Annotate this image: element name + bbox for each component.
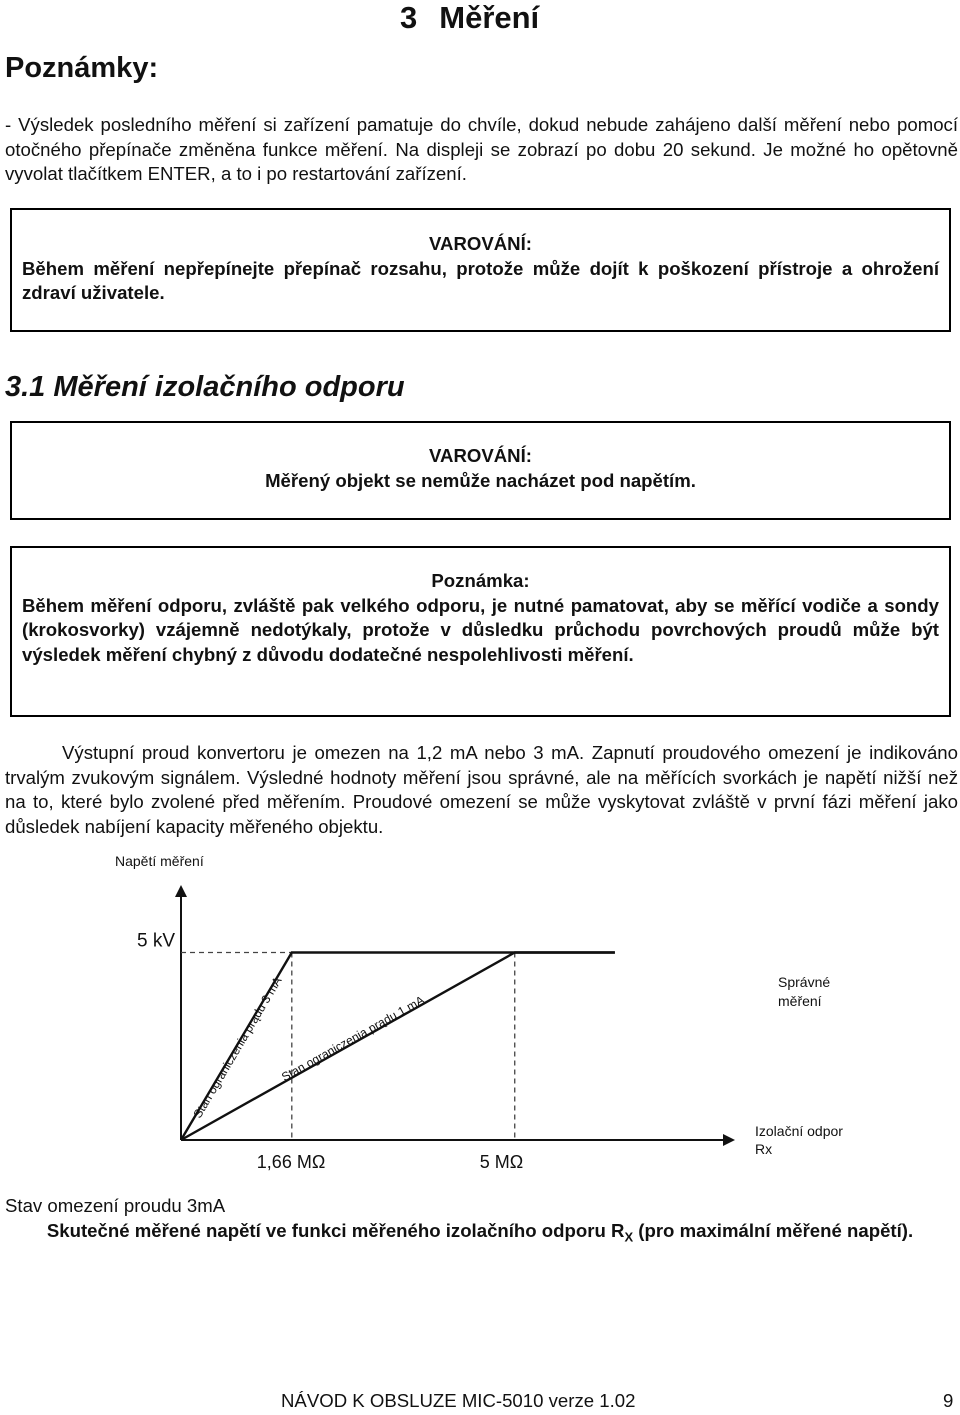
series-label: Stan ograniczenia prądu 3 mA xyxy=(190,974,285,1121)
figure-caption-main: Skutečné měřené napětí ve funkci měřeného izolačního odporu R xyxy=(46,1220,625,1241)
y-axis-arrow xyxy=(175,885,187,897)
footer-title: NÁVOD K OBSLUZE MIC-5010 verze 1.02 xyxy=(281,1390,636,1411)
output-paragraph-text: Výstupní proud konvertoru je omezen na 1,2 mA nebo 3 mA. Zapnutí proudového omezení je indikováno trvalým zvukovým signálem. Výsledné hodnoty měření jsou správné, ale na měřících svorkách je napětí nižší než na to, které bylo zvolené před měřením. Proudové omezení se může vyskytovat zvláště v první fázi měření jako důsledek nabíjení kapacity měřeného objektu. xyxy=(5,742,958,837)
note-title: Poznámka: xyxy=(431,570,530,591)
figure-caption-tail: (pro maximální měřené napětí). xyxy=(633,1220,914,1241)
x-axis-label-symbol: Rx xyxy=(755,1141,773,1157)
figure-caption xyxy=(5,1218,955,1250)
output-paragraph xyxy=(5,741,958,839)
voltage-resistance-chart xyxy=(0,840,960,1200)
x-tick-label: 1,66 MΩ xyxy=(256,1152,326,1172)
warning-box-1 xyxy=(10,208,951,332)
y-tick-label: 5 kV xyxy=(137,930,176,952)
warning-box-2 xyxy=(10,421,951,520)
figure-caption-subscript: X xyxy=(624,1229,634,1245)
chapter-title: Měření xyxy=(439,0,540,35)
notes-heading: Poznámky: xyxy=(5,52,159,84)
x-axis-label: Izolační odpor xyxy=(755,1123,843,1139)
series-label: Stan ograniczenia prądu 1 mA xyxy=(279,992,427,1085)
y-axis-label: Napětí měření xyxy=(115,853,204,869)
warning-title: VAROVÁNÍ: xyxy=(429,445,532,466)
caption-current-limit: Stav omezení proudu 3mA xyxy=(5,1195,226,1216)
correct-measurement-label: Správné xyxy=(778,974,831,990)
correct-measurement-label: měření xyxy=(778,993,822,1009)
warning-title: VAROVÁNÍ: xyxy=(429,233,532,254)
section-title: 3.1 Měření izolačního odporu xyxy=(5,371,405,403)
note-box xyxy=(10,546,951,717)
x-tick-label: 5 MΩ xyxy=(479,1152,524,1172)
page-number: 9 xyxy=(943,1390,954,1411)
warning-text: Měřený objekt se nemůže nacházet pod napětím. xyxy=(265,469,696,491)
note-text: Během měření odporu, zvláště pak velkého odporu, je nutné pamatovat, aby se měřící vodiče a sondy (krokosvorky) vzájemně nedotýkaly, protože v důsledku průchodu povrchových proudů může být výsledek měření chybný z důvodu dodatečné nespolehlivosti měření. xyxy=(22,594,939,665)
warning-text: Během měření nepřepínejte přepínač rozsahu, protože může dojít k poškození přístroje a ohrožení zdraví uživatele. xyxy=(22,257,939,303)
chapter-number: 3 xyxy=(400,0,418,35)
chapter-heading xyxy=(400,0,539,36)
x-axis-arrow xyxy=(723,1134,735,1146)
notes-paragraph xyxy=(5,113,958,187)
notes-paragraph-text: - Výsledek posledního měření si zařízení pamatuje do chvíle, dokud nebude zahájeno další měření nebo pomocí otočného přepínače změněna funkce měření. Na displeji se zobrazí po dobu 20 sekund. Je možné ho opětovně vyvolat tlačítkem ENTER, a to i po restartování zařízení. xyxy=(5,114,958,184)
